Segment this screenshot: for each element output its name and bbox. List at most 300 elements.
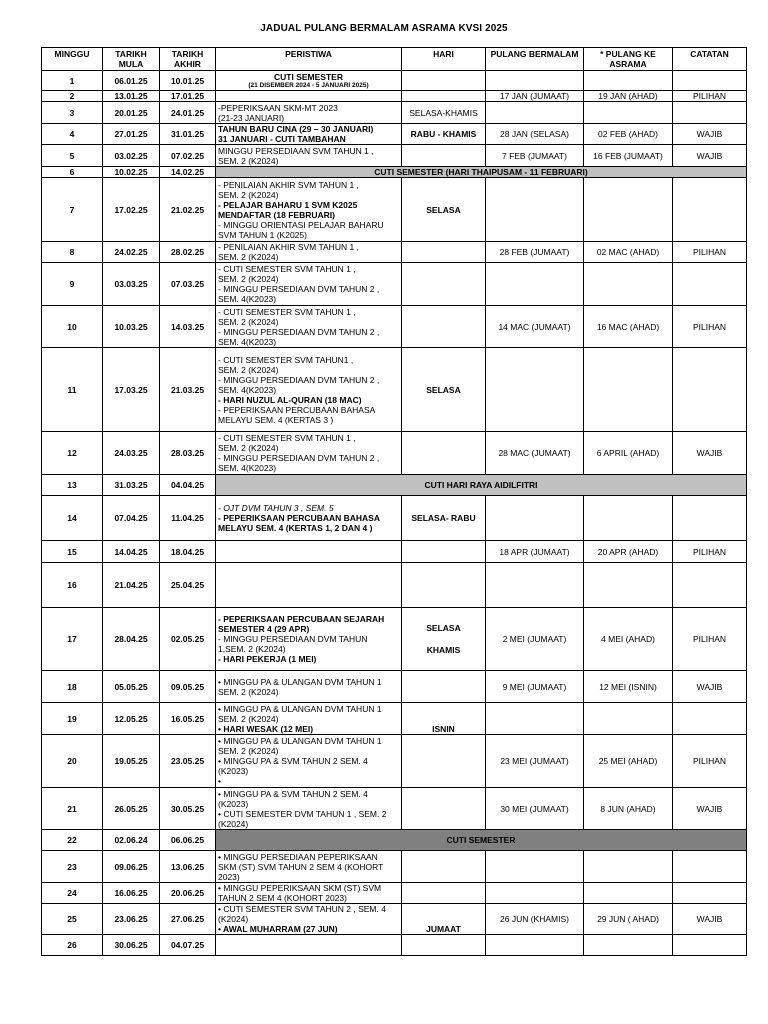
- cell-tarikh-mula: 10.03.25: [103, 306, 160, 348]
- cell-peristiwa: [216, 788, 402, 830]
- hari-line: KHAMIS: [426, 645, 461, 655]
- peristiwa-line: 31 JANUARI - CUTI TAMBAHAN: [218, 134, 346, 144]
- cell-tarikh-mula: 24.03.25: [103, 432, 160, 475]
- table-row: [42, 242, 747, 263]
- cell-tarikh-mula: 20.01.25: [103, 102, 160, 124]
- cell-tarikh-akhir: 31.01.25: [160, 124, 216, 145]
- cell-minggu: 24: [42, 883, 103, 904]
- cell-hari: [402, 348, 486, 432]
- cell-peristiwa: [216, 541, 402, 563]
- peristiwa-line: MELAYU SEM. 4 (KERTAS 1, 2 DAN 4 ): [218, 523, 373, 533]
- peristiwa-line: - CUTI SEMESTER SVM TAHUN 1 ,: [218, 306, 356, 317]
- cell-catatan: [673, 178, 747, 242]
- table-row: [42, 263, 747, 306]
- peristiwa-line: SEM. 2 (K2024): [218, 189, 279, 200]
- cell-tarikh-mula: 13.01.25: [103, 91, 160, 102]
- cell-pulang-bermalam: 2 MEI (JUMAAT): [486, 608, 584, 671]
- hari-line: SELASA: [426, 623, 461, 633]
- table-row: [42, 851, 747, 883]
- cell-pulang-ke-asrama: [584, 496, 673, 541]
- cell-minggu: 10: [42, 306, 103, 348]
- cell-pulang-ke-asrama: [584, 348, 673, 432]
- peristiwa-line: • MINGGU PA & SVM TAHUN 2 SEM. 4: [218, 756, 368, 766]
- cell-pulang-bermalam: 28 MAC (JUMAAT): [486, 432, 584, 475]
- cell-hari: [402, 735, 486, 788]
- cell-catatan: PILIHAN: [673, 242, 747, 263]
- cell-catatan: PILIHAN: [673, 306, 747, 348]
- cell-hari: [402, 242, 486, 263]
- peristiwa-line: - PENILAIAN AKHIR SVM TAHUN 1 ,: [218, 179, 359, 190]
- cell-hari: [402, 703, 486, 735]
- cell-catatan: [673, 851, 747, 883]
- cell-peristiwa: [216, 91, 402, 102]
- cell-pulang-bermalam: [486, 348, 584, 432]
- col-header-pulang-ke-asrama: * PULANG KE ASRAMA: [584, 48, 673, 71]
- cell-catatan: WAJIB: [673, 145, 747, 167]
- cell-tarikh-akhir: 11.04.25: [160, 496, 216, 541]
- table-row: [42, 904, 747, 935]
- peristiwa-line: • MINGGU PA & ULANGAN DVM TAHUN 1: [218, 703, 382, 714]
- cell-minggu: 23: [42, 851, 103, 883]
- peristiwa-line: SVM TAHUN 1 (K2025): [218, 229, 307, 240]
- cell-peristiwa: [216, 883, 402, 904]
- peristiwa-line: - CUTI SEMESTER SVM TAHUN 1 ,: [218, 264, 356, 274]
- cell-tarikh-mula: 07.04.25: [103, 496, 160, 541]
- table-row: [42, 91, 747, 102]
- peristiwa-line: SKM (ST) SVM TAHUN 2 SEM 4 (KOHORT: [218, 861, 384, 872]
- hari-line: [404, 633, 483, 645]
- table-row: [42, 608, 747, 671]
- cell-minggu: 15: [42, 541, 103, 563]
- cell-peristiwa: [216, 851, 402, 883]
- hari-line: JUMAAT: [426, 924, 461, 934]
- peristiwa-line: (K2024): [218, 818, 249, 829]
- cell-hari: [402, 71, 486, 91]
- cell-hari: [402, 496, 486, 541]
- cell-tarikh-akhir: 28.02.25: [160, 242, 216, 263]
- table-row: [42, 306, 747, 348]
- cell-catatan: WAJIB: [673, 671, 747, 703]
- peristiwa-line: - MINGGU PERSEDIAAN DVM TAHUN 2 ,: [218, 284, 380, 294]
- cell-hari: [402, 541, 486, 563]
- peristiwa-line: - MINGGU PERSEDIAAN DVM TAHUN 2 ,: [218, 374, 380, 385]
- cell-pulang-ke-asrama: 02 FEB (AHAD): [584, 124, 673, 145]
- cell-hari: [402, 124, 486, 145]
- cell-pulang-bermalam: [486, 102, 584, 124]
- peristiwa-line: SEM. 4(K2023): [218, 463, 277, 473]
- cell-tarikh-mula: 21.04.25: [103, 563, 160, 608]
- table-row: [42, 935, 747, 956]
- peristiwa-line: - CUTI SEMESTER SVM TAHUN1 ,: [218, 354, 354, 365]
- document-title: JADUAL PULANG BERMALAM ASRAMA KVSI 2025: [260, 23, 508, 34]
- cell-tarikh-akhir: 02.05.25: [160, 608, 216, 671]
- cell-tarikh-mula: 12.05.25: [103, 703, 160, 735]
- table-row: [42, 496, 747, 541]
- col-header-minggu: MINGGU: [42, 48, 103, 71]
- cell-tarikh-akhir: 30.05.25: [160, 788, 216, 830]
- cell-tarikh-mula: 05.05.25: [103, 671, 160, 703]
- cell-catatan: PILIHAN: [673, 91, 747, 102]
- cell-pulang-ke-asrama: [584, 703, 673, 735]
- peristiwa-line: 2023): [218, 871, 240, 882]
- table-row: [42, 883, 747, 904]
- peristiwa-line: SEM. 4(K2023): [218, 384, 277, 395]
- cell-pulang-bermalam: 26 JUN (KHAMIS): [486, 904, 584, 935]
- cell-tarikh-akhir: 20.06.25: [160, 883, 216, 904]
- cell-minggu: 25: [42, 904, 103, 935]
- cell-peristiwa: [216, 671, 402, 703]
- cell-minggu: 6: [42, 167, 103, 178]
- cell-hari: [402, 788, 486, 830]
- cell-catatan: [673, 935, 747, 956]
- cell-pulang-ke-asrama: 12 MEI (ISNIN): [584, 671, 673, 703]
- peristiwa-line: - MINGGU PERSEDIAAN DVM TAHUN: [218, 634, 368, 644]
- hari-line: ISNIN: [432, 724, 455, 734]
- table-row: [42, 178, 747, 242]
- cell-pulang-bermalam: 23 MEI (JUMAAT): [486, 735, 584, 788]
- cell-minggu: 2: [42, 91, 103, 102]
- cell-tarikh-akhir: 06.06.25: [160, 830, 216, 851]
- cell-pulang-ke-asrama: 29 JUN ( AHAD): [584, 904, 673, 935]
- peristiwa-line: • MINGGU PA & SVM TAHUN 2 SEM. 4: [218, 788, 368, 799]
- cell-tarikh-mula: 09.06.25: [103, 851, 160, 883]
- peristiwa-line: •: [218, 776, 221, 786]
- peristiwa-line: • MINGGU PERSEDIAAN PEPERIKSAAN: [218, 851, 378, 862]
- hari-line: SELASA: [426, 384, 461, 395]
- cell-hari: [402, 935, 486, 956]
- cell-pulang-bermalam: [486, 563, 584, 608]
- peristiwa-line: SEM. 2 (K2024): [218, 252, 279, 262]
- cell-catatan: [673, 703, 747, 735]
- cell-minggu: 17: [42, 608, 103, 671]
- peristiwa-line: (21-23 JANUARI): [218, 112, 285, 123]
- cell-peristiwa: [216, 935, 402, 956]
- cell-pulang-ke-asrama: [584, 178, 673, 242]
- table-row: [42, 830, 747, 851]
- cell-peristiwa: [216, 102, 402, 124]
- table-row: [42, 124, 747, 145]
- cell-tarikh-akhir: 14.02.25: [160, 167, 216, 178]
- cell-minggu: 20: [42, 735, 103, 788]
- cell-hari: [402, 883, 486, 904]
- cell-catatan: [673, 883, 747, 904]
- cell-hari: [402, 432, 486, 475]
- cell-catatan: WAJIB: [673, 904, 747, 935]
- cell-catatan: PILIHAN: [673, 608, 747, 671]
- col-header-tarikh-mula: TARIKH MULA: [103, 48, 160, 71]
- cell-minggu: 11: [42, 348, 103, 432]
- peristiwa-line: • MINGGU PA & ULANGAN DVM TAHUN 1: [218, 736, 382, 746]
- cell-tarikh-mula: 03.02.25: [103, 145, 160, 167]
- schedule-table: [41, 47, 747, 956]
- cell-catatan: [673, 348, 747, 432]
- cell-minggu: 19: [42, 703, 103, 735]
- cell-catatan: WAJIB: [673, 788, 747, 830]
- cell-pulang-ke-asrama: 4 MEI (AHAD): [584, 608, 673, 671]
- cell-catatan: WAJIB: [673, 432, 747, 475]
- cell-minggu: 1: [42, 71, 103, 91]
- cell-catatan: PILIHAN: [673, 735, 747, 788]
- cell-pulang-bermalam: [486, 496, 584, 541]
- table-row: [42, 671, 747, 703]
- cell-peristiwa: [216, 608, 402, 671]
- cell-tarikh-mula: 31.03.25: [103, 475, 160, 496]
- cell-tarikh-akhir: 28.03.25: [160, 432, 216, 475]
- cell-tarikh-akhir: 17.01.25: [160, 91, 216, 102]
- peristiwa-line: SEM. 2 (K2024): [218, 155, 279, 166]
- table-row: [42, 788, 747, 830]
- cell-tarikh-akhir: 10.01.25: [160, 71, 216, 91]
- cell-peristiwa: [216, 145, 402, 167]
- cell-tarikh-mula: 03.03.25: [103, 263, 160, 306]
- table-row: [42, 348, 747, 432]
- col-header-hari: HARI: [402, 48, 486, 71]
- cell-pulang-bermalam: 7 FEB (JUMAAT): [486, 145, 584, 167]
- cell-hari: [402, 608, 486, 671]
- cell-pulang-ke-asrama: [584, 883, 673, 904]
- cell-catatan: [673, 563, 747, 608]
- cell-catatan: [673, 71, 747, 91]
- cell-hari: [402, 851, 486, 883]
- cell-tarikh-mula: 28.04.25: [103, 608, 160, 671]
- cell-pulang-bermalam: [486, 851, 584, 883]
- peristiwa-line: • CUTI SEMESTER SVM TAHUN 2 , SEM. 4: [218, 904, 386, 914]
- cell-pulang-bermalam: [486, 263, 584, 306]
- cell-pulang-ke-asrama: 16 FEB (JUMAAT): [584, 145, 673, 167]
- cell-peristiwa: [216, 496, 402, 541]
- cell-pulang-ke-asrama: [584, 563, 673, 608]
- col-header-pulang-bermalam: PULANG BERMALAM: [486, 48, 584, 71]
- peristiwa-line: SEM. 2 (K2024): [218, 364, 279, 375]
- table-row: [42, 703, 747, 735]
- peristiwa-line: MELAYU SEM. 4 (KERTAS 3 ): [218, 414, 334, 425]
- cell-peristiwa: [216, 703, 402, 735]
- cell-minggu: 4: [42, 124, 103, 145]
- cell-tarikh-akhir: 21.03.25: [160, 348, 216, 432]
- table-row: [42, 563, 747, 608]
- cell-minggu: 21: [42, 788, 103, 830]
- cell-minggu: 7: [42, 178, 103, 242]
- cell-pulang-bermalam: 28 JAN (SELASA): [486, 124, 584, 145]
- cell-pulang-bermalam: 17 JAN (JUMAAT): [486, 91, 584, 102]
- peristiwa-line: • MINGGU PEPERIKSAAN SKM (ST) SVM: [218, 883, 382, 893]
- cell-tarikh-mula: 24.02.25: [103, 242, 160, 263]
- cell-pulang-bermalam: [486, 178, 584, 242]
- peristiwa-line: - CUTI SEMESTER SVM TAHUN 1 ,: [218, 433, 356, 443]
- cell-hari: [402, 563, 486, 608]
- peristiwa-line: (21 DISEMBER 2024 - 5 JANUARI 2025): [248, 81, 369, 89]
- cell-minggu: 26: [42, 935, 103, 956]
- cell-tarikh-akhir: 13.06.25: [160, 851, 216, 883]
- cell-pulang-bermalam: 14 MAC (JUMAAT): [486, 306, 584, 348]
- peristiwa-line: - HARI PEKERJA (1 MEI): [218, 654, 317, 664]
- cell-tarikh-mula: 14.04.25: [103, 541, 160, 563]
- cell-hari: [402, 306, 486, 348]
- cell-minggu: 8: [42, 242, 103, 263]
- cell-hari: [402, 904, 486, 935]
- cell-pulang-ke-asrama: [584, 71, 673, 91]
- cell-minggu: 5: [42, 145, 103, 167]
- cell-hari: [402, 102, 486, 124]
- peristiwa-line: CUTI SEMESTER: [274, 71, 343, 82]
- cell-tarikh-mula: 02.06.24: [103, 830, 160, 851]
- cell-catatan: [673, 102, 747, 124]
- cell-minggu: 14: [42, 496, 103, 541]
- cell-peristiwa: [216, 348, 402, 432]
- cell-catatan: [673, 496, 747, 541]
- cell-peristiwa: [216, 71, 402, 91]
- cell-span-event: CUTI SEMESTER: [216, 830, 747, 851]
- hari-line: RABU - KHAMIS: [410, 129, 477, 139]
- cell-pulang-ke-asrama: [584, 102, 673, 124]
- peristiwa-line: - HARI NUZUL AL-QURAN (18 MAC): [218, 394, 362, 405]
- peristiwa-line: SEM. 2 (K2024): [218, 316, 279, 327]
- peristiwa-line: • MINGGU PA & ULANGAN DVM TAHUN 1: [218, 676, 382, 687]
- cell-tarikh-akhir: 18.04.25: [160, 541, 216, 563]
- cell-tarikh-akhir: 25.04.25: [160, 563, 216, 608]
- cell-tarikh-mula: 06.01.25: [103, 71, 160, 91]
- peristiwa-line: (K2023): [218, 766, 249, 776]
- cell-pulang-bermalam: [486, 883, 584, 904]
- cell-minggu: 3: [42, 102, 103, 124]
- peristiwa-line: • HARI WESAK (12 MEI): [218, 723, 314, 734]
- col-header-peristiwa: PERISTIWA: [216, 48, 402, 71]
- cell-tarikh-akhir: 07.03.25: [160, 263, 216, 306]
- cell-span-event: CUTI HARI RAYA AIDILFITRI: [216, 475, 747, 496]
- hari-line: SELASA-KHAMIS: [409, 107, 478, 118]
- cell-pulang-ke-asrama: [584, 935, 673, 956]
- peristiwa-line: - PEPERIKSAAN PERCUBAAN BAHASA: [218, 404, 376, 415]
- cell-pulang-bermalam: 28 FEB (JUMAAT): [486, 242, 584, 263]
- peristiwa-line: SEM. 2 (K2024): [218, 686, 279, 697]
- cell-minggu: 16: [42, 563, 103, 608]
- peristiwa-line: MENDAFTAR (18 FEBRUARI): [218, 209, 335, 220]
- cell-pulang-bermalam: 30 MEI (JUMAAT): [486, 788, 584, 830]
- cell-tarikh-mula: 23.06.25: [103, 904, 160, 935]
- cell-tarikh-akhir: 21.02.25: [160, 178, 216, 242]
- hari-line: SELASA: [426, 204, 461, 215]
- cell-pulang-ke-asrama: [584, 263, 673, 306]
- cell-peristiwa: [216, 735, 402, 788]
- peristiwa-line: SEM. 2 (K2024): [218, 274, 279, 284]
- cell-pulang-ke-asrama: [584, 851, 673, 883]
- cell-hari: [402, 263, 486, 306]
- cell-tarikh-akhir: 27.06.25: [160, 904, 216, 935]
- peristiwa-line: SEM. 2 (K2024): [218, 713, 279, 724]
- peristiwa-line: - OJT DVM TAHUN 3 , SEM. 5: [218, 503, 334, 513]
- cell-tarikh-akhir: 24.01.25: [160, 102, 216, 124]
- peristiwa-line: MINGGU PERSEDIAAN SVM TAHUN 1 ,: [218, 145, 374, 156]
- peristiwa-line: SEM. 2 (K2024): [218, 746, 279, 756]
- peristiwa-line: SEM. 2 (K2024): [218, 443, 279, 453]
- cell-pulang-ke-asrama: 8 JUN (AHAD): [584, 788, 673, 830]
- table-row: [42, 541, 747, 563]
- peristiwa-line: - MINGGU PERSEDIAAN DVM TAHUN 2 ,: [218, 326, 380, 337]
- cell-pulang-bermalam: [486, 703, 584, 735]
- cell-tarikh-mula: 19.05.25: [103, 735, 160, 788]
- cell-peristiwa: [216, 242, 402, 263]
- cell-tarikh-akhir: 04.04.25: [160, 475, 216, 496]
- header-row: [42, 48, 747, 71]
- cell-peristiwa: [216, 263, 402, 306]
- cell-pulang-bermalam: 18 APR (JUMAAT): [486, 541, 584, 563]
- peristiwa-line: TAHUN BARU CINA (29 – 30 JANUARI): [218, 124, 374, 134]
- cell-catatan: WAJIB: [673, 124, 747, 145]
- peristiwa-line: -PEPERIKSAAN SKM-MT 2023: [218, 102, 338, 113]
- cell-tarikh-akhir: 16.05.25: [160, 703, 216, 735]
- cell-span-event: CUTI SEMESTER (HARI THAIPUSAM - 11 FEBRUARI): [216, 167, 747, 178]
- table-row: [42, 432, 747, 475]
- peristiwa-line: - MINGGU PERSEDIAAN DVM TAHUN 2 ,: [218, 453, 380, 463]
- peristiwa-line: • CUTI SEMESTER DVM TAHUN 1 , SEM. 2: [218, 808, 387, 819]
- cell-catatan: [673, 263, 747, 306]
- cell-tarikh-akhir: 09.05.25: [160, 671, 216, 703]
- col-header-catatan: CATATAN: [673, 48, 747, 71]
- peristiwa-line: TAHUN 2 SEM 4 (KOHORT 2023): [218, 893, 347, 903]
- peristiwa-line: SEM. 4(K2023): [218, 294, 277, 304]
- cell-pulang-bermalam: [486, 935, 584, 956]
- cell-minggu: 13: [42, 475, 103, 496]
- cell-tarikh-mula: 26.05.25: [103, 788, 160, 830]
- cell-peristiwa: [216, 178, 402, 242]
- cell-tarikh-mula: 30.06.25: [103, 935, 160, 956]
- cell-peristiwa: [216, 124, 402, 145]
- cell-tarikh-akhir: 07.02.25: [160, 145, 216, 167]
- peristiwa-line: SEM. 4(K2023): [218, 336, 277, 347]
- col-header-tarikh-akhir: TARIKH AKHIR: [160, 48, 216, 71]
- hari-line: SELASA- RABU: [411, 513, 476, 523]
- cell-minggu: 18: [42, 671, 103, 703]
- cell-pulang-ke-asrama: 02 MAC (AHAD): [584, 242, 673, 263]
- cell-tarikh-mula: 16.06.25: [103, 883, 160, 904]
- cell-peristiwa: [216, 563, 402, 608]
- cell-peristiwa: [216, 904, 402, 935]
- cell-hari: [402, 671, 486, 703]
- cell-pulang-ke-asrama: 19 JAN (AHAD): [584, 91, 673, 102]
- cell-tarikh-mula: 27.01.25: [103, 124, 160, 145]
- peristiwa-line: 1,SEM. 2 (K2024): [218, 644, 286, 654]
- cell-minggu: 12: [42, 432, 103, 475]
- cell-hari: [402, 178, 486, 242]
- cell-tarikh-akhir: 23.05.25: [160, 735, 216, 788]
- cell-pulang-bermalam: 9 MEI (JUMAAT): [486, 671, 584, 703]
- cell-tarikh-mula: 10.02.25: [103, 167, 160, 178]
- table-row: [42, 145, 747, 167]
- peristiwa-line: - PENILAIAN AKHIR SVM TAHUN 1 ,: [218, 242, 359, 252]
- peristiwa-line: - MINGGU ORIENTASI PELAJAR BAHARU: [218, 219, 384, 230]
- cell-hari: [402, 91, 486, 102]
- cell-catatan: PILIHAN: [673, 541, 747, 563]
- cell-hari: [402, 145, 486, 167]
- cell-pulang-ke-asrama: 25 MEI (AHAD): [584, 735, 673, 788]
- table-row: [42, 102, 747, 124]
- cell-pulang-ke-asrama: 20 APR (AHAD): [584, 541, 673, 563]
- table-row: [42, 735, 747, 788]
- cell-pulang-ke-asrama: 16 MAC (AHAD): [584, 306, 673, 348]
- cell-pulang-ke-asrama: 6 APRIL (AHAD): [584, 432, 673, 475]
- peristiwa-line: SEMESTER 4 (29 APR): [218, 624, 310, 634]
- cell-minggu: 22: [42, 830, 103, 851]
- cell-tarikh-akhir: 04.07.25: [160, 935, 216, 956]
- peristiwa-line: • AWAL MUHARRAM (27 JUN): [218, 924, 338, 934]
- cell-minggu: 9: [42, 263, 103, 306]
- peristiwa-line: (K2024): [218, 914, 249, 924]
- table-row: [42, 167, 747, 178]
- cell-peristiwa: [216, 432, 402, 475]
- peristiwa-line: (K2023): [218, 798, 249, 809]
- cell-tarikh-akhir: 14.03.25: [160, 306, 216, 348]
- peristiwa-line: - PELAJAR BAHARU 1 SVM K2025: [218, 199, 358, 210]
